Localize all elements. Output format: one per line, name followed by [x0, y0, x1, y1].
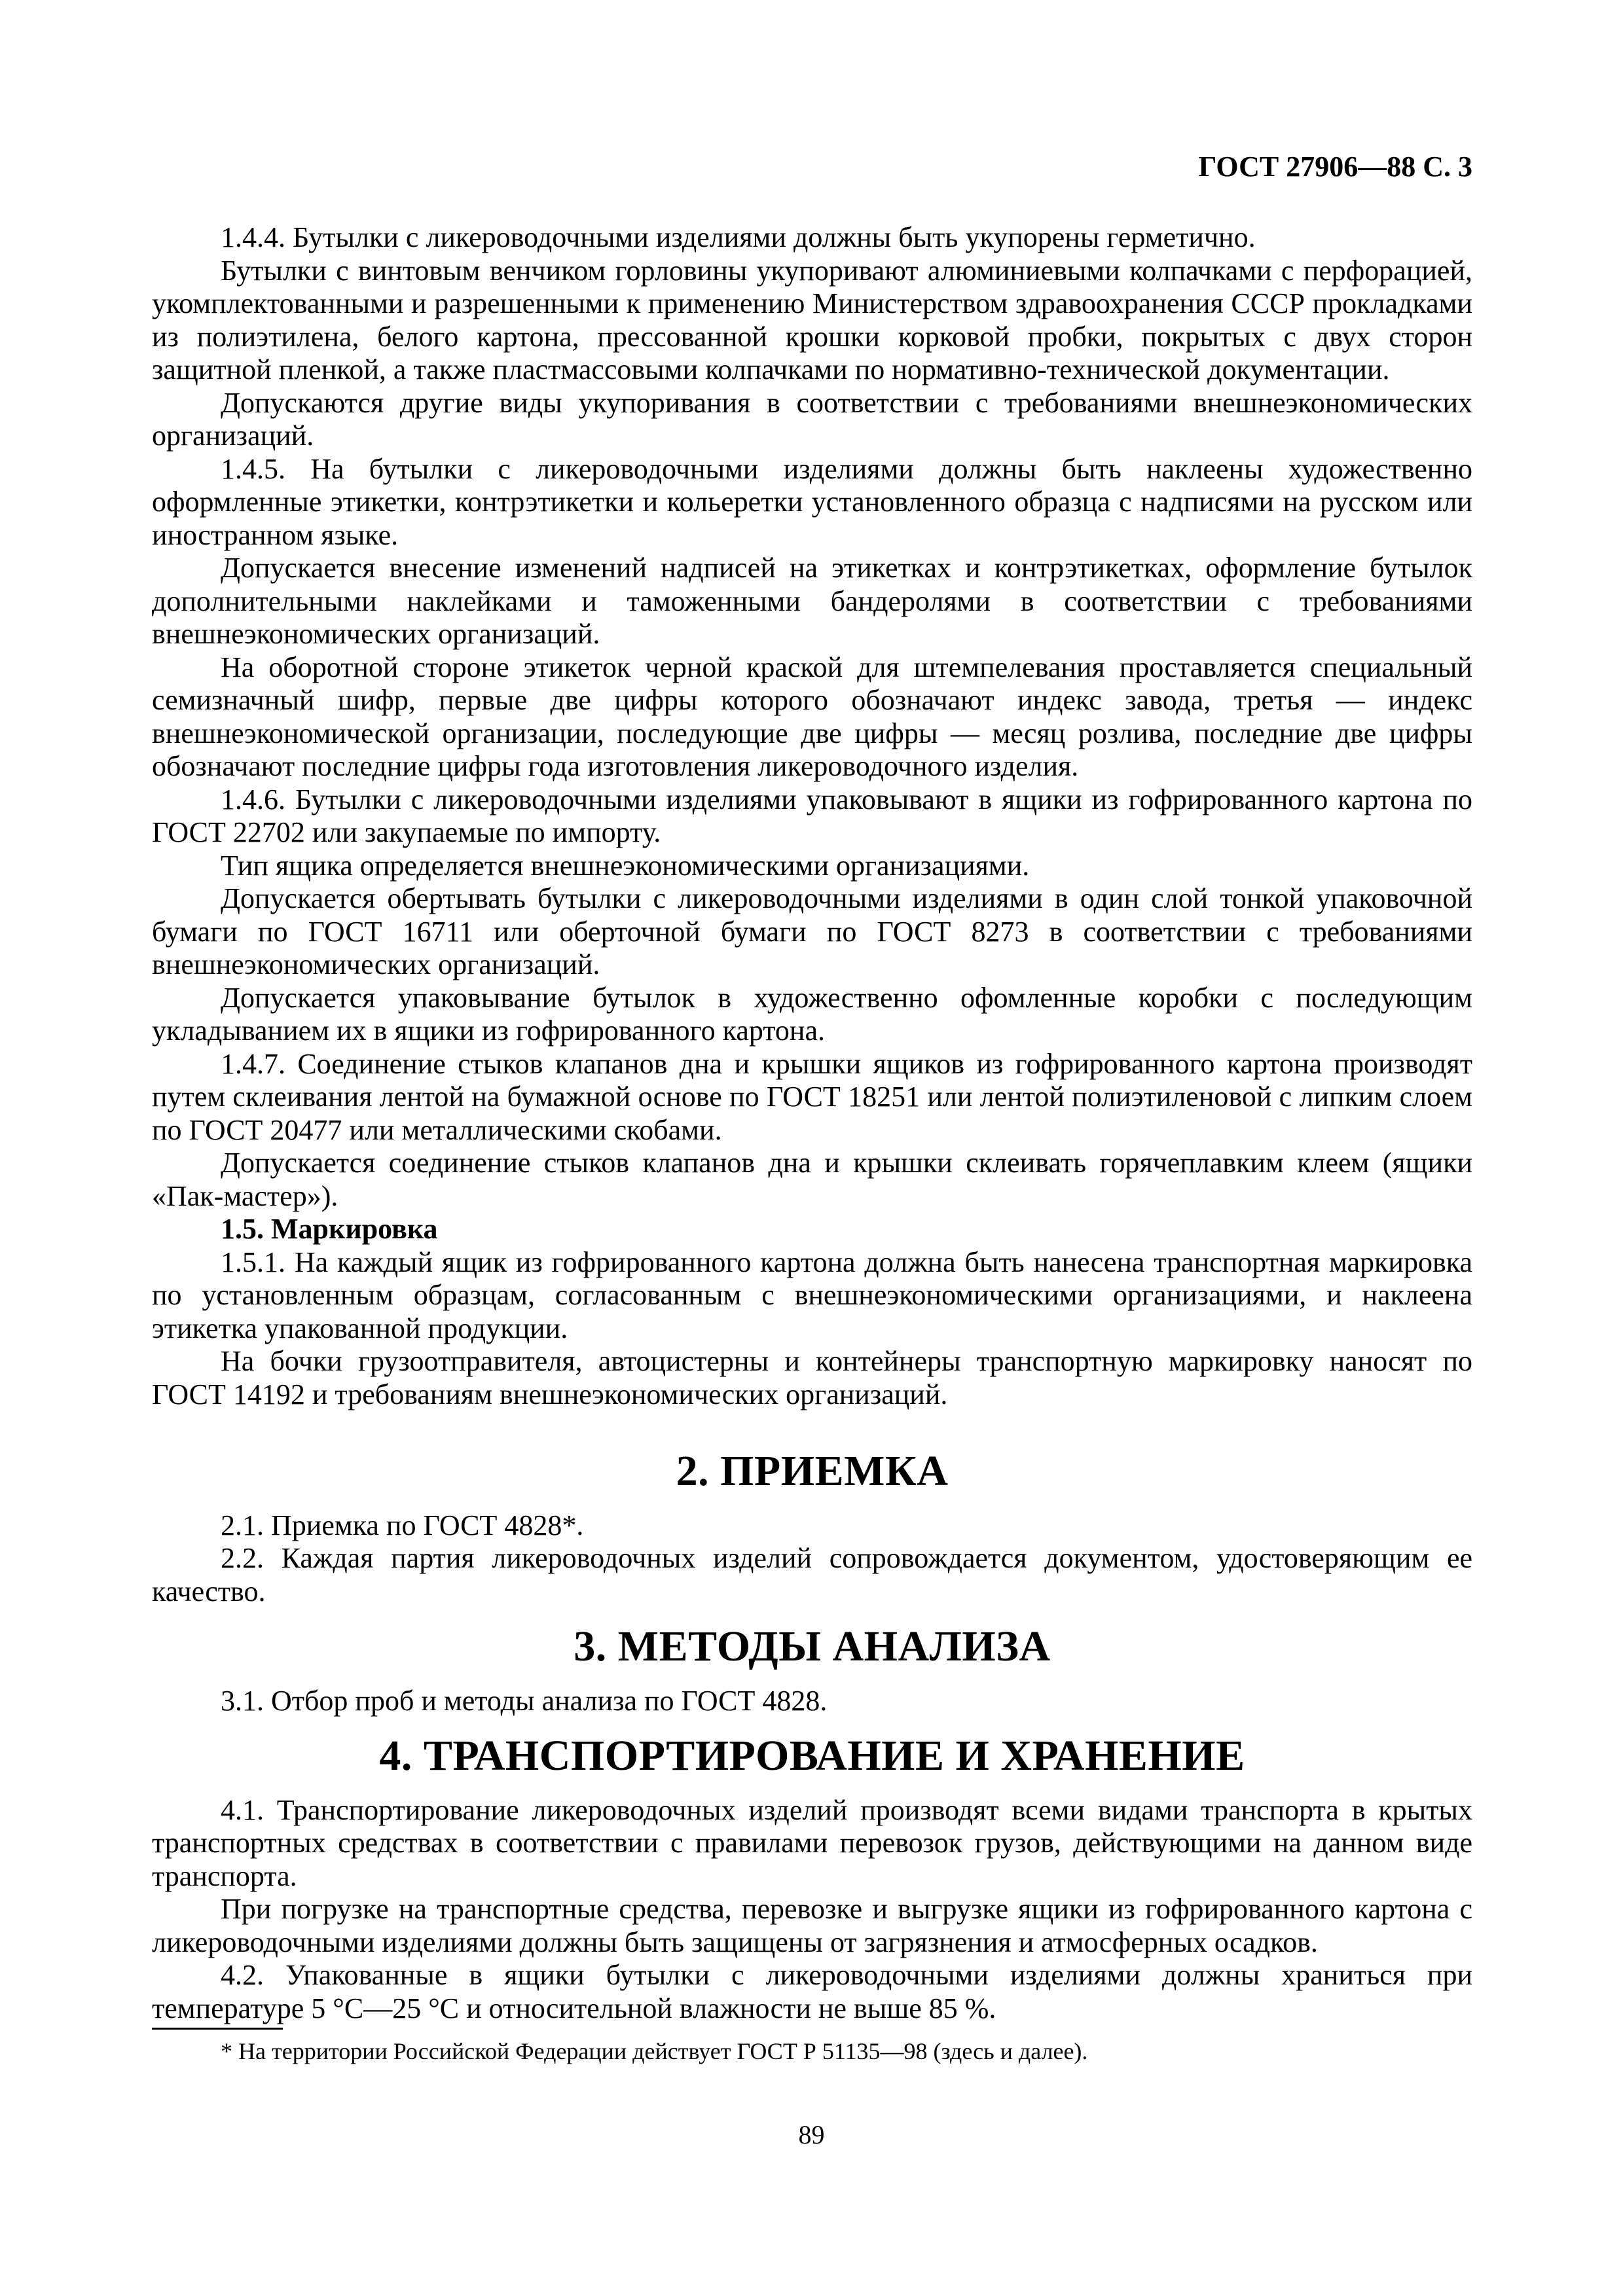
section-3-analysis	[152, 1685, 1472, 1718]
paragraph-3-1: 3.1. Отбор проб и методы анализа по ГОСТ 4828.	[221, 1684, 828, 1717]
paragraph-1-4-5: 1.4.5. На бутылки с ликероводочными изделиями должны быть наклеены художественно оформленные этикетки, контрэтикетки и кольеретки установленного образца с надписями на русском или иностранном языке.	[152, 452, 1472, 551]
section-4-transport-storage	[152, 1794, 1472, 2026]
paragraph-label-code: На оборотной стороне этикеток черной краской для штемпелевания проставляется специальный семизначный шифр, первые две цифры которого обозначают индекс завода, третья — индекс внешнеэкономической организации, последующие две цифры — месяц розлива, последние две цифры обозначают последние цифры года изготовления ликероводочного изделия.	[152, 651, 1472, 782]
page-number: 89	[798, 2120, 825, 2149]
paragraph-1-4-6: 1.4.6. Бутылки с ликероводочными изделиями упаковывают в ящики из гофрированного картона по ГОСТ 22702 или закупаемые по импорту.	[152, 783, 1472, 848]
paragraph-other-closures: Допускаются другие виды укупоривания в соответствии с требованиями внешнеэкономических организаций.	[152, 386, 1472, 452]
section-2-acceptance	[152, 1509, 1472, 1609]
paragraph-transport-marking: На бочки грузоотправителя, автоцистерны и контейнеры транспортную маркировку наносят по ГОСТ 14192 и требованиям внешнеэкономических организаций.	[152, 1345, 1472, 1410]
paragraph-bottle-closure: Бутылки с винтовым венчиком горловины укупоривают алюминиевыми колпачками с перфорацией, укомплектованными и разрешенными к применению Министерством здравоохранения СССР прокладками из полиэтилена, белого картона, прессованной крошки корковой пробки, покрытых с двух сторон защитной пленкой, а также пластмассовыми колпачками по нормативно-технической документации.	[152, 254, 1472, 386]
paragraph-4-2: 4.2. Упакованные в ящики бутылки с ликероводочными изделиями должны храниться при температуре 5 °С—25 °С и относительной влажности не выше 85 %.	[152, 1959, 1472, 2024]
section-3-title: 3. МЕТОДЫ АНАЛИЗА	[574, 1623, 1051, 1670]
footnote-area	[152, 2028, 1472, 2065]
paragraph-loading: При погрузке на транспортные средства, перевозке и выгрузке ящики из гофрированного картона с ликероводочными изделиями должны быть защищены от загрязнения и атмосферных осадков.	[152, 1893, 1472, 1958]
paragraph-1-4-7: 1.4.7. Соединение стыков клапанов дна и крышки ящиков из гофрированного картона производят путем склеивания лентой на бумажной основе по ГОСТ 18251 или лентой полиэтиленовой с липким слоем по ГОСТ 20477 или металлическими скобами.	[152, 1047, 1472, 1146]
page-header: ГОСТ 27906—88 С. 3	[1198, 151, 1472, 183]
paragraph-gift-boxes: Допускается упаковывание бутылок в художественно офомленные коробки с последующим укладыванием их в ящики из гофрированного картона.	[152, 981, 1472, 1047]
paragraph-wrapping: Допускается обертывать бутылки с ликероводочными изделиями в один слой тонкой упаковочной бумаги по ГОСТ 16711 или оберточной бумаги по ГОСТ 8273 в соответствии с требованиями внешнеэкономических организаций.	[152, 882, 1472, 980]
section-4-title: 4. ТРАНСПОРТИРОВАНИЕ И ХРАНЕНИЕ	[379, 1732, 1245, 1780]
paragraph-1-5-1: 1.5.1. На каждый ящик из гофрированного картона должна быть нанесена транспортная маркировка по установленным образцам, согласованным с внешнеэкономическими организациями, и наклеена этикетка упакованной продукции.	[152, 1246, 1472, 1344]
section-2-title: 2. ПРИЕМКА	[676, 1447, 949, 1495]
paragraph-2-1: 2.1. Приемка по ГОСТ 4828*.	[221, 1509, 584, 1541]
paragraph-1-4-4: 1.4.4. Бутылки с ликероводочными изделиями должны быть укупорены герметично.	[221, 221, 1256, 253]
section-1-packaging	[152, 221, 1472, 1411]
paragraph-2-2: 2.2. Каждая партия ликероводочных изделий сопровождается документом, удостоверяющим ее качество.	[152, 1542, 1472, 1607]
footnote-text: * На территории Российской Федерации действует ГОСТ Р 51135—98 (здесь и далее).	[221, 2038, 1088, 2064]
paragraph-hot-melt: Допускается соединение стыков клапанов дна и крышки склеивать горячеплавким клеем (ящики «Пак-мастер»).	[152, 1147, 1472, 1212]
paragraph-box-type: Тип ящика определяется внешнеэкономическими организациями.	[221, 849, 1030, 882]
paragraph-label-changes: Допускается внесение изменений надписей на этикетках и контрэтикетках, оформление бутылок дополнительными наклейками и таможенными бандеролями в соответствии с требованиями внешнеэкономических организаций.	[152, 552, 1472, 650]
subheading-marking: 1.5. Маркировка	[221, 1213, 438, 1245]
document-page	[152, 151, 1472, 2025]
paragraph-4-1: 4.1. Транспортирование ликероводочных изделий производят всеми видами транспорта в крытых транспортных средствах в соответствии с правилами перевозок грузов, действующими на данном виде транспорта.	[152, 1793, 1472, 1892]
footnote-separator	[152, 2028, 283, 2030]
